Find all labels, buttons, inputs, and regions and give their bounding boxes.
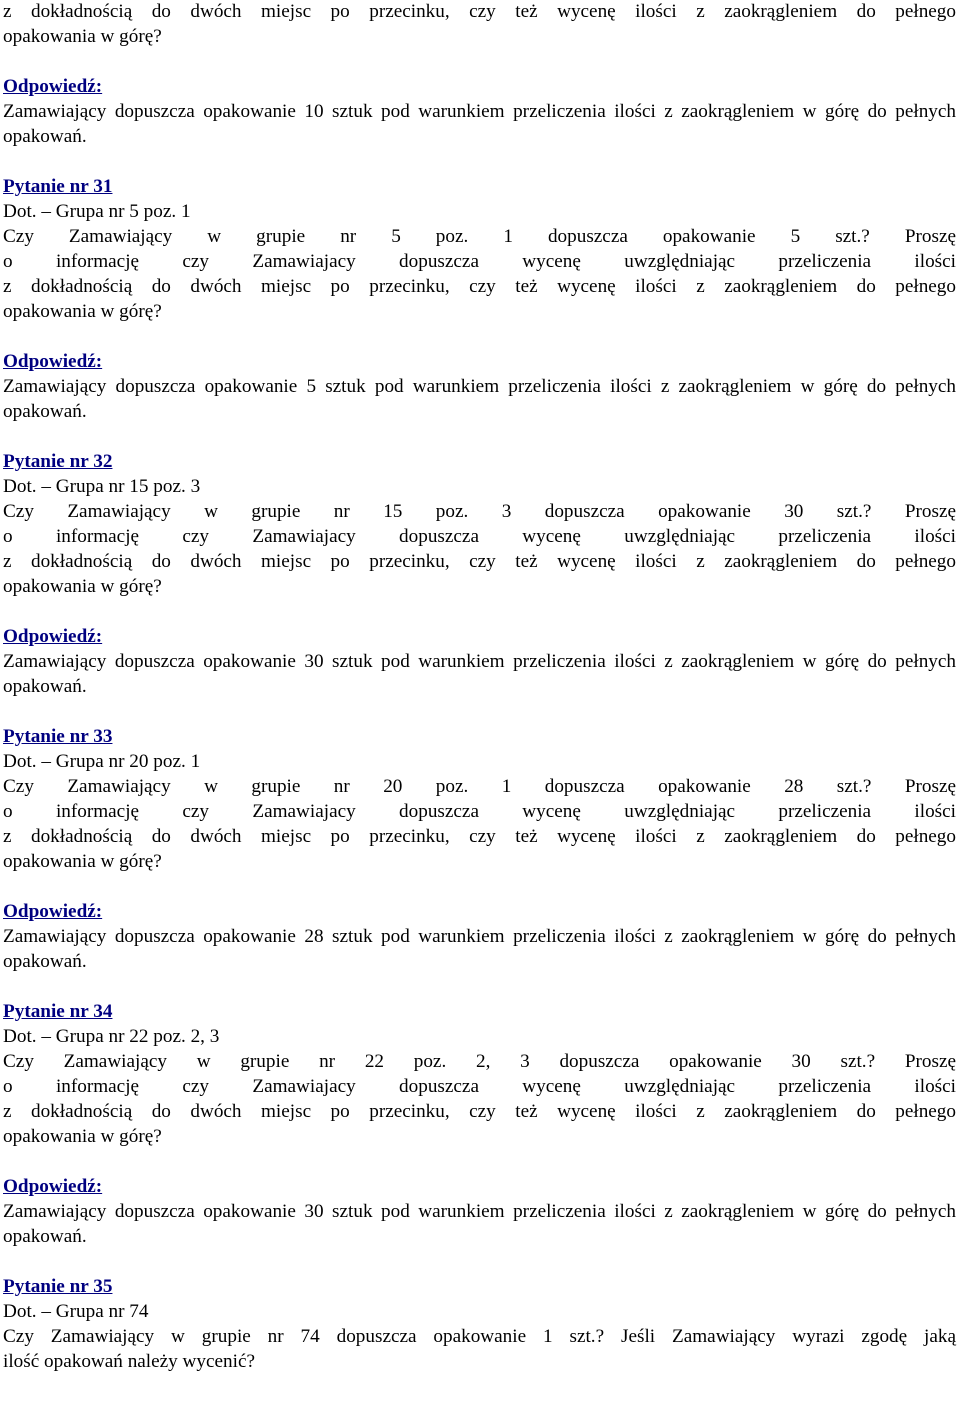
- question-title: Pytanie nr 35: [3, 1276, 113, 1297]
- question-text: [3, 499, 956, 599]
- question-block: [3, 1274, 956, 1374]
- answer-text: Zamawiający dopuszcza opakowanie 5 sztuk pod warunkiem przeliczenia ilości z zaokrągleniem w górę do pełnych opakowań.: [3, 376, 956, 422]
- question-title: Pytanie nr 34: [3, 1001, 113, 1022]
- text-line: z dokładnością do dwóch miejsc po przecinku, czy też wycenę ilości z zaokrągleniem do pełnego: [3, 1101, 956, 1122]
- text-line: z dokładnością do dwóch miejsc po przecinku, czy też wycenę ilości z zaokrągleniem do pełnego: [3, 276, 956, 297]
- question-text: [3, 1324, 956, 1374]
- text-line: ilość opakowań należy wycenić?: [3, 1351, 255, 1372]
- text-line: opakowania w górę?: [3, 851, 162, 872]
- text-line: z dokładnością do dwóch miejsc po przecinku, czy też wycenę ilości z zaokrągleniem do pełnego: [3, 551, 956, 572]
- text-line: Czy Zamawiający w grupie nr 74 dopuszcza opakowanie 1 szt.? Jeśli Zamawiający wyrazi zgodę jaką: [3, 1326, 956, 1347]
- text-line: Czy Zamawiający w grupie nr 5 poz. 1 dopuszcza opakowanie 5 szt.? Proszę: [3, 226, 956, 247]
- question-reference: Dot. – Grupa nr 22 poz. 2, 3: [3, 1026, 220, 1047]
- question-reference: Dot. – Grupa nr 5 poz. 1: [3, 201, 191, 222]
- answer-label: [3, 74, 956, 99]
- question-text: [3, 224, 956, 324]
- text-line: z dokładnością do dwóch miejsc po przecinku, czy też wycenę ilości z zaokrągleniem do pełnego: [3, 826, 956, 847]
- answer-text: Zamawiający dopuszcza opakowanie 30 sztuk pod warunkiem przeliczenia ilości z zaokrągleniem w górę do pełnych opakowań.: [3, 651, 956, 697]
- answer-text: Zamawiający dopuszcza opakowanie 30 sztuk pod warunkiem przeliczenia ilości z zaokrągleniem w górę do pełnych opakowań.: [3, 1201, 956, 1247]
- question-block: [3, 449, 956, 699]
- text-line: o informację czy Zamawiajacy dopuszcza wycenę uwzględniając przeliczenia ilości: [3, 801, 956, 822]
- question-block: [3, 174, 956, 424]
- intro-question-text: [3, 0, 956, 49]
- answer-label: Odpowiedź:: [3, 626, 103, 647]
- text-line: z dokładnością do dwóch miejsc po przecinku, czy też wycenę ilości z zaokrągleniem do pełnego: [3, 1, 956, 22]
- answer-label-text: Odpowiedź:: [3, 76, 103, 97]
- text-line: opakowania w górę?: [3, 301, 162, 322]
- text-line: o informację czy Zamawiajacy dopuszcza wycenę uwzględniając przeliczenia ilości: [3, 251, 956, 272]
- answer-label: Odpowiedź:: [3, 901, 103, 922]
- text-line: opakowania w górę?: [3, 26, 162, 47]
- text-line: Czy Zamawiający w grupie nr 22 poz. 2, 3 dopuszcza opakowanie 30 szt.? Proszę: [3, 1051, 956, 1072]
- text-line: Czy Zamawiający w grupie nr 15 poz. 3 dopuszcza opakowanie 30 szt.? Proszę: [3, 501, 956, 522]
- question-text: [3, 1049, 956, 1149]
- answer-text: Zamawiający dopuszcza opakowanie 28 sztuk pod warunkiem przeliczenia ilości z zaokrągleniem w górę do pełnych opakowań.: [3, 926, 956, 972]
- text-line: opakowania w górę?: [3, 576, 162, 597]
- question-block: [3, 724, 956, 974]
- text-line: Czy Zamawiający w grupie nr 20 poz. 1 dopuszcza opakowanie 28 szt.? Proszę: [3, 776, 956, 797]
- text-line: opakowania w górę?: [3, 1126, 162, 1147]
- question-text: [3, 774, 956, 874]
- question-reference: Dot. – Grupa nr 74: [3, 1301, 149, 1322]
- question-reference: Dot. – Grupa nr 15 poz. 3: [3, 476, 201, 497]
- text-line: o informację czy Zamawiajacy dopuszcza wycenę uwzględniając przeliczenia ilości: [3, 1076, 956, 1097]
- question-block: [3, 999, 956, 1249]
- question-title: Pytanie nr 31: [3, 176, 113, 197]
- question-title: Pytanie nr 32: [3, 451, 113, 472]
- text-line: o informację czy Zamawiajacy dopuszcza wycenę uwzględniając przeliczenia ilości: [3, 526, 956, 547]
- answer-text: Zamawiający dopuszcza opakowanie 10 sztuk pod warunkiem przeliczenia ilości z zaokrągleniem w górę do pełnych opakowań.: [3, 101, 956, 147]
- document-page: [3, 0, 956, 1374]
- answer-label: Odpowiedź:: [3, 1176, 103, 1197]
- question-reference: Dot. – Grupa nr 20 poz. 1: [3, 751, 201, 772]
- answer-label: Odpowiedź:: [3, 351, 103, 372]
- question-title: Pytanie nr 33: [3, 726, 113, 747]
